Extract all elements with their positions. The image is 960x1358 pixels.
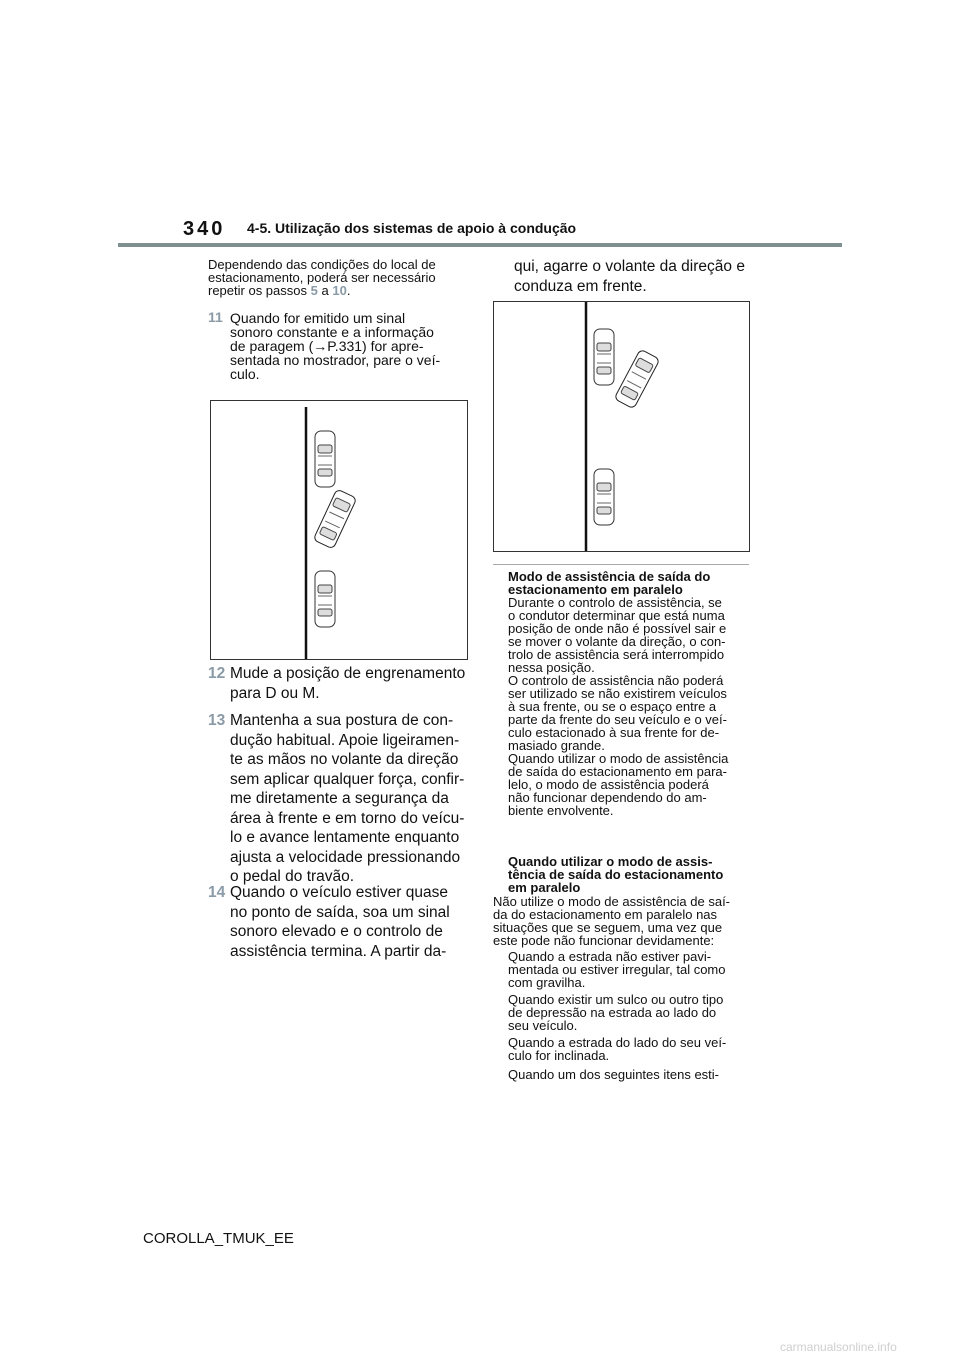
own-car-angled — [313, 489, 357, 549]
note-body: Durante o controlo de assistência, se o condutor determinar que está numa posição de onde não é possível sair e se mover o volante da direção, o con- trolo de assistência será interrompido nessa posição. O controlo de assistência não poderá ser utilizado se não existirem veículos à sua frente, ou se o espaço entre a parte da frente do seu veículo e o veí- culo estacionado à sua frente for de- masiado grande. Quando utilizar o modo de assistência de saída do estacionamento em para- lelo, o modo de assistência poderá não funcionar dependendo do am- biente envolvente. — [508, 595, 729, 818]
figure-exit-step-11 — [210, 400, 468, 660]
parked-car-rear — [594, 469, 614, 525]
step-ref: 10 — [332, 283, 347, 298]
step-13: 13 Mantenha a sua postura de con- dução habitual. Apoie ligeiramen- te as mãos no volante da direção sem aplicar qualquer força, confir- me diretamente a segurança da área à frente e em torno do veícu- lo e avance lentamente enquanto ajusta a velocidade pressionando o pedal do travão. — [208, 712, 465, 885]
parked-car-rear — [315, 571, 335, 627]
intro-line: repetir os passos 5 a 10. — [208, 283, 351, 298]
footer-code: COROLLA_TMUK_EE — [143, 1230, 294, 1247]
parked-car-front — [315, 431, 335, 487]
list-item: Quando a estrada não estiver pavi- mentada ou estiver irregular, tal como com gravilha. — [508, 949, 726, 990]
step-14: 14 Quando o veículo estiver quase no ponto de saída, soa um sinal sonoro elevado e o controlo de assistência termina. A partir da- — [208, 884, 450, 960]
list-item: Quando um dos seguintes itens esti- — [508, 1067, 720, 1082]
page-number: 340 — [183, 218, 226, 240]
intro-line: Dependendo das condições do local de — [208, 257, 436, 272]
step-12: 12 Mude a posição de engrenamento para D ou M. — [208, 665, 466, 702]
header-rule — [118, 243, 842, 247]
list-item: Quando a estrada do lado do seu veí- culo for inclinada. — [508, 1035, 727, 1063]
note-title: Modo de assistência de saída do estacionamento em paralelo — [508, 569, 711, 597]
step-number: 11 — [208, 309, 223, 325]
bullet-list — [508, 950, 758, 1081]
note-assist-mode — [508, 570, 758, 817]
note-usage-intro: Não utilize o modo de assistência de saí- da do estacionamento em paralelo nas situações que se seguem, uma vez que este pode não funcionar devidamente: — [493, 894, 731, 948]
step-number: 13 — [208, 712, 226, 729]
section-title: 4-5. Utilização dos sistemas de apoio à condução — [247, 220, 577, 236]
parked-car-front — [594, 329, 614, 385]
step-ref: 5 — [310, 283, 318, 298]
intro-paragraph — [208, 258, 468, 297]
step-number: 12 — [208, 665, 226, 682]
note-usage-title: Quando utilizar o modo de assis- tência de saída do estacionamento em paralelo — [508, 854, 724, 895]
intro-line: estacionamento, poderá ser necessário — [208, 270, 436, 285]
watermark: carmanualsonline.info — [780, 1340, 897, 1354]
figure-exit-step-14 — [493, 301, 750, 552]
step-11: 11 Quando for emitido um sinal sonoro constante e a informação de paragem (→P.331) for apre- sentada no mostrador, pare o veí- culo. — [208, 309, 441, 382]
own-car-exiting — [614, 349, 660, 409]
list-item: Quando existir um sulco ou outro tipo de depressão na estrada ao lado do seu veículo. — [508, 992, 724, 1033]
note-divider — [493, 564, 749, 565]
step-14-continued: qui, agarre o volante da direção e conduza em frente. — [514, 258, 745, 295]
step-number: 14 — [208, 884, 226, 901]
